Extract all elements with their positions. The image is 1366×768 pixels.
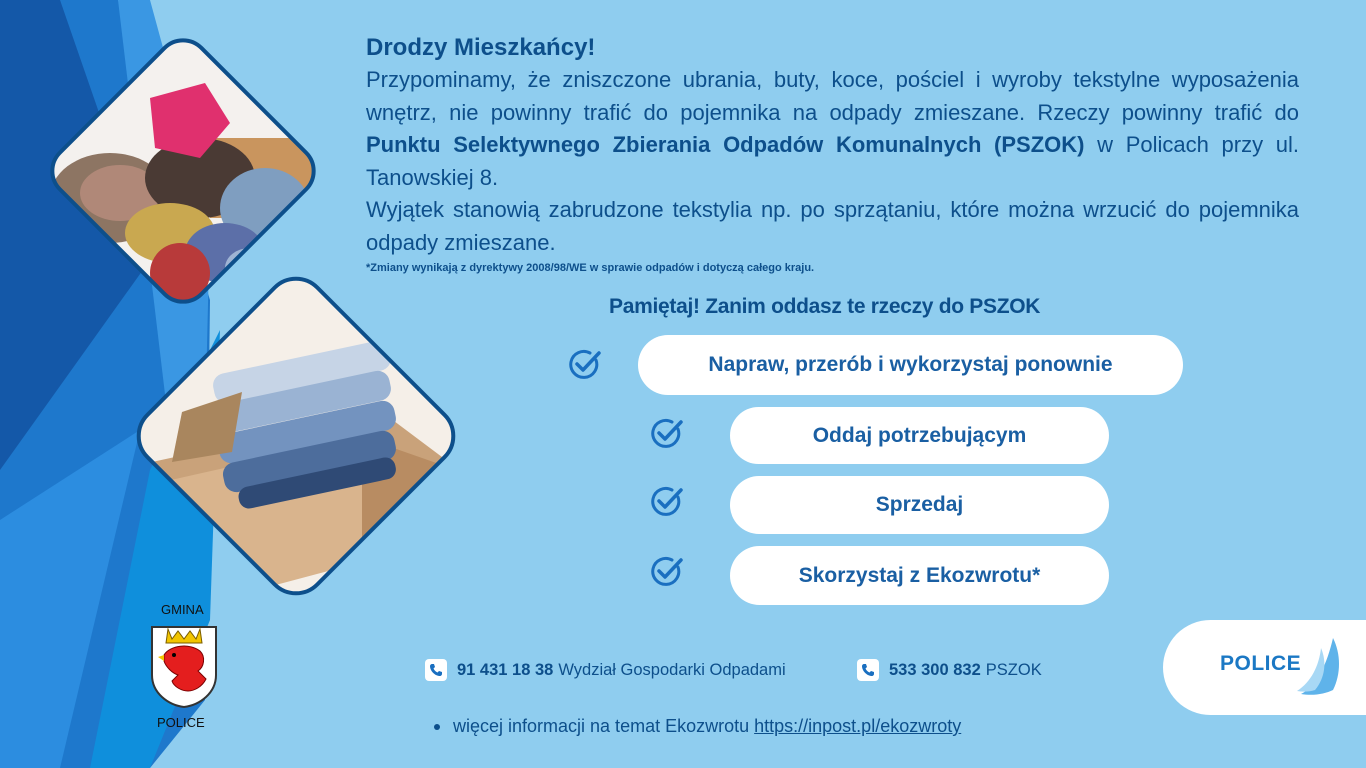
coat-of-arms-icon xyxy=(150,625,218,709)
contact-label: PSZOK xyxy=(985,660,1042,679)
greeting-heading: Drodzy Mieszkańcy! xyxy=(366,34,596,61)
main-message xyxy=(366,32,1299,275)
contact-number[interactable]: 91 431 18 38 xyxy=(457,660,554,679)
jeans-box-photo xyxy=(122,262,470,610)
footnote: *Zmiany wynikają z dyrektywy 2008/98/WE w sprawie odpadów i dotyczą całego kraju. xyxy=(366,262,815,274)
crest-bottom-label: POLICE xyxy=(157,715,205,730)
option-sell: Sprzedaj xyxy=(730,476,1109,534)
sail-icon xyxy=(1283,634,1347,698)
remember-heading: Pamiętaj! Zanim oddasz te rzeczy do PSZOK xyxy=(609,295,1041,318)
crest-top-label: GMINA xyxy=(161,602,204,617)
contact-label: Wydział Gospodarki Odpadami xyxy=(558,660,786,679)
more-info xyxy=(434,716,961,737)
ekozwrot-link[interactable]: https://inpost.pl/ekozwroty xyxy=(754,716,962,736)
option-repair: Napraw, przerób i wykorzystaj ponownie xyxy=(638,335,1183,395)
phone-icon xyxy=(425,659,447,681)
check-icon xyxy=(568,349,602,381)
pszok-name: Punktu Selektywnego Zbierania Odpadów Komunalnych (PSZOK) xyxy=(366,132,1085,157)
main-paragraph: Przypominamy, że zniszczone ubrania, buty, koce, pościel i wyroby tekstylne wyposażenia wnętrz, nie powinny trafić do pojemnika na odpady zmieszane. Rzeczy powinny trafić do Punktu Selektywnego Zbierania Odpadów Komunalnych (PSZOK) w Policach przy ul. Tanowskiej 8. xyxy=(366,67,1300,190)
exception-paragraph: Wyjątek stanowią zabrudzone tekstylia np. po sprzątaniu, które można wrzucić do pojemnika odpady zmieszane. xyxy=(366,197,1299,255)
phone-icon xyxy=(857,659,879,681)
option-ekozwrot: Skorzystaj z Ekozwrotu* xyxy=(730,546,1109,605)
check-icon xyxy=(650,486,684,518)
police-logo-text: POLICE xyxy=(1220,652,1302,675)
police-logo-badge xyxy=(1163,620,1366,715)
bullet xyxy=(434,724,440,730)
check-icon xyxy=(650,418,684,450)
more-info-text: więcej informacji na temat Ekozwrotu xyxy=(453,716,750,736)
contact-number[interactable]: 533 300 832 xyxy=(889,660,981,679)
check-icon xyxy=(650,556,684,588)
contact-waste-department xyxy=(425,659,786,681)
contact-pszok xyxy=(857,659,1042,681)
option-donate: Oddaj potrzebującym xyxy=(730,407,1109,464)
